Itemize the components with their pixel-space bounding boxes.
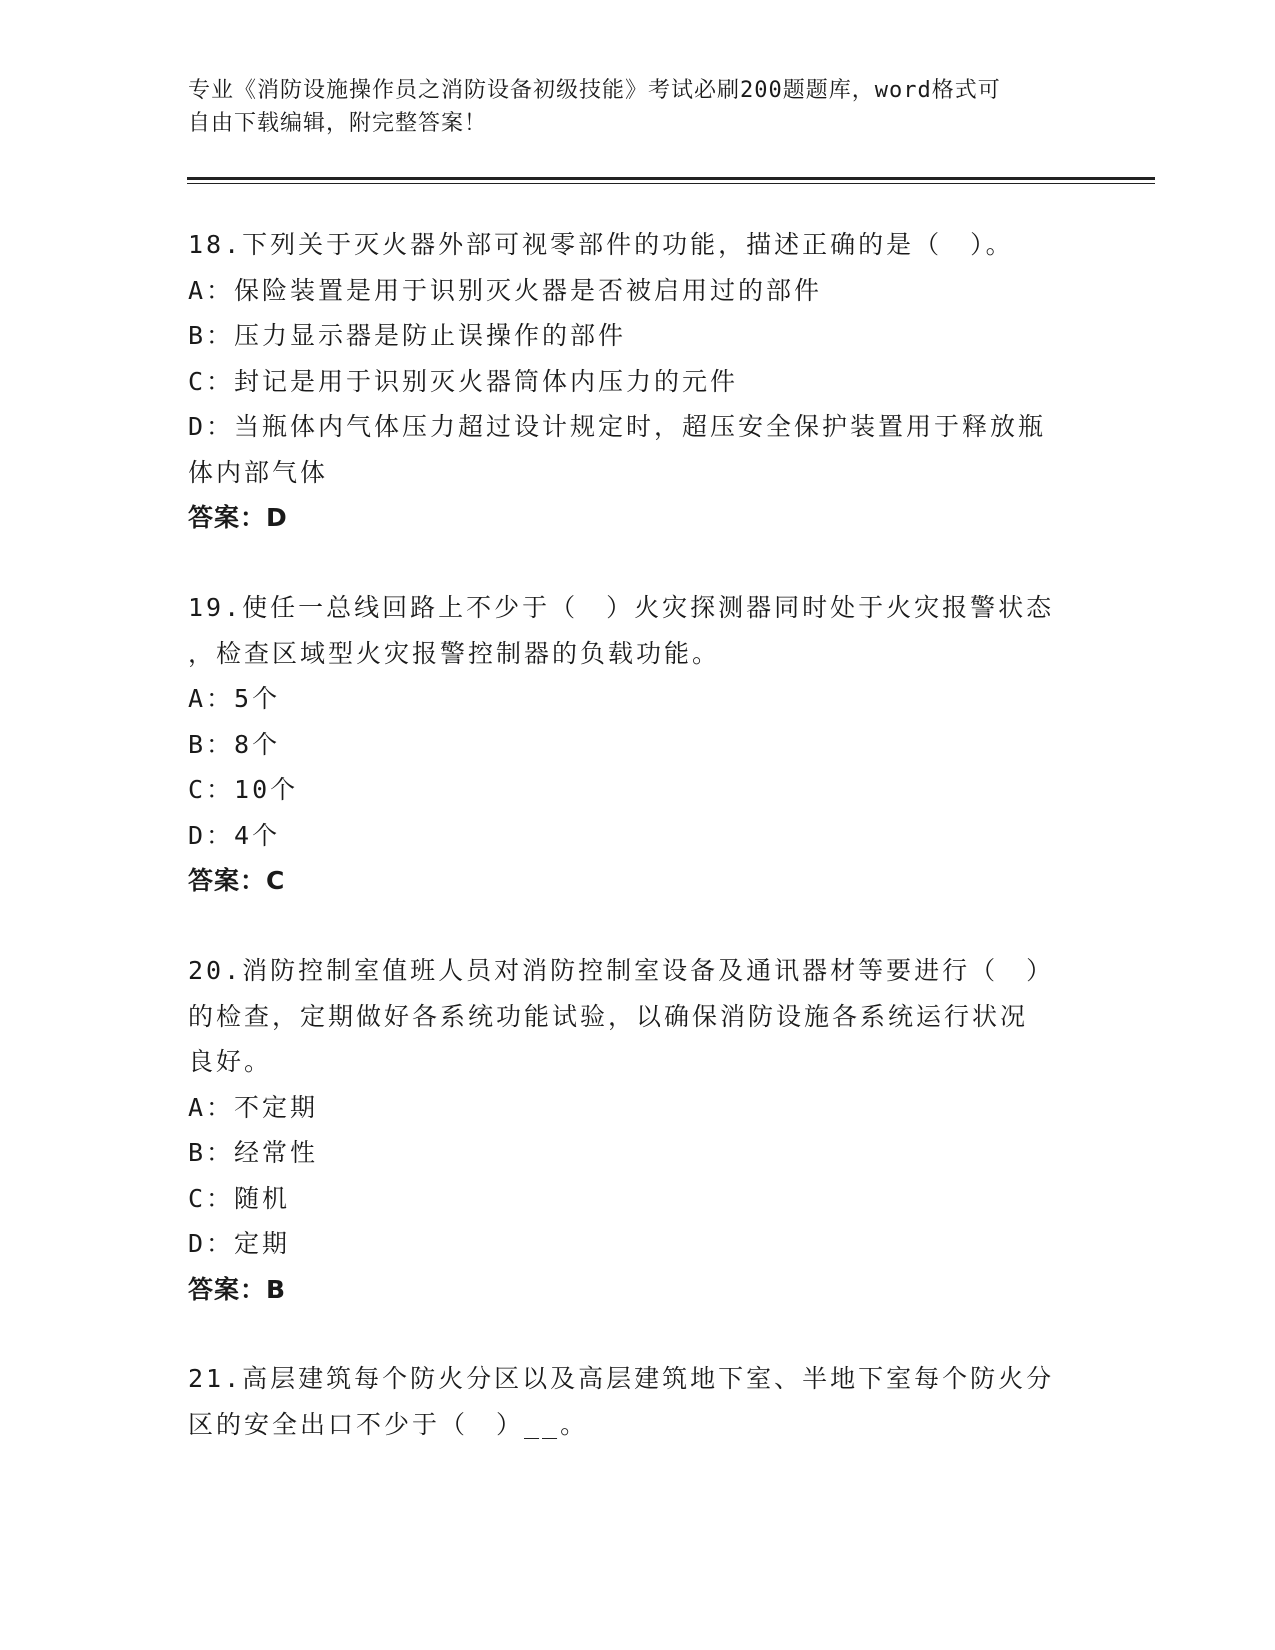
question-text-continued: 区的安全出口不少于（ ）__。	[188, 1409, 589, 1439]
option-d-continued: 体内部气体	[188, 457, 329, 487]
document-header	[188, 74, 1088, 140]
header-divider-thin	[187, 183, 1155, 184]
question-text: 18.下列关于灭火器外部可视零部件的功能，描述正确的是（ ）。	[188, 230, 1014, 259]
question-text: 20.消防控制室值班人员对消防控制室设备及通讯器材等要进行（ ）	[188, 956, 1055, 985]
question-text-continued: 的检查，定期做好各系统功能试验，以确保消防设施各系统运行状况	[188, 1001, 1029, 1031]
option-b: B：8个	[188, 729, 281, 759]
option-a: A：保险装置是用于识别灭火器是否被启用过的部件	[188, 275, 823, 305]
option-d: D：定期	[188, 1229, 291, 1258]
question-text-continued: 良好。	[188, 1047, 273, 1076]
option-c: C：随机	[188, 1183, 291, 1213]
question-18	[188, 222, 1088, 541]
question-19	[188, 585, 1088, 904]
option-a: A：不定期	[188, 1092, 319, 1122]
option-c: C：封记是用于识别灭火器筒体内压力的元件	[188, 366, 739, 396]
question-21	[188, 1356, 1088, 1447]
header-line-2: 自由下载编辑，附完整答案！	[188, 111, 488, 136]
header-line-1: 专业《消防设施操作员之消防设备初级技能》考试必刷200题题库，word格式可	[188, 78, 1001, 103]
header-divider-thick	[187, 177, 1155, 180]
answer-label: 答案：C	[188, 866, 286, 895]
question-text-continued: ，检查区域型火灾报警控制器的负载功能。	[188, 638, 721, 668]
answer-label: 答案：D	[188, 503, 288, 532]
answer-label: 答案：B	[188, 1274, 287, 1304]
question-text: 19.使任一总线回路上不少于（ ）火灾探测器同时处于火灾报警状态	[188, 593, 1055, 622]
question-text: 21.高层建筑每个防火分区以及高层建筑地下室、半地下室每个防火分	[188, 1364, 1055, 1393]
option-b: B：压力显示器是防止误操作的部件	[188, 321, 627, 350]
question-20	[188, 948, 1088, 1312]
option-a: A：5个	[188, 684, 281, 713]
option-d: D：当瓶体内气体压力超过设计规定时，超压安全保护装置用于释放瓶	[188, 412, 1047, 441]
option-c: C：10个	[188, 775, 299, 804]
option-d: D：4个	[188, 820, 281, 850]
option-b: B：经常性	[188, 1138, 319, 1167]
